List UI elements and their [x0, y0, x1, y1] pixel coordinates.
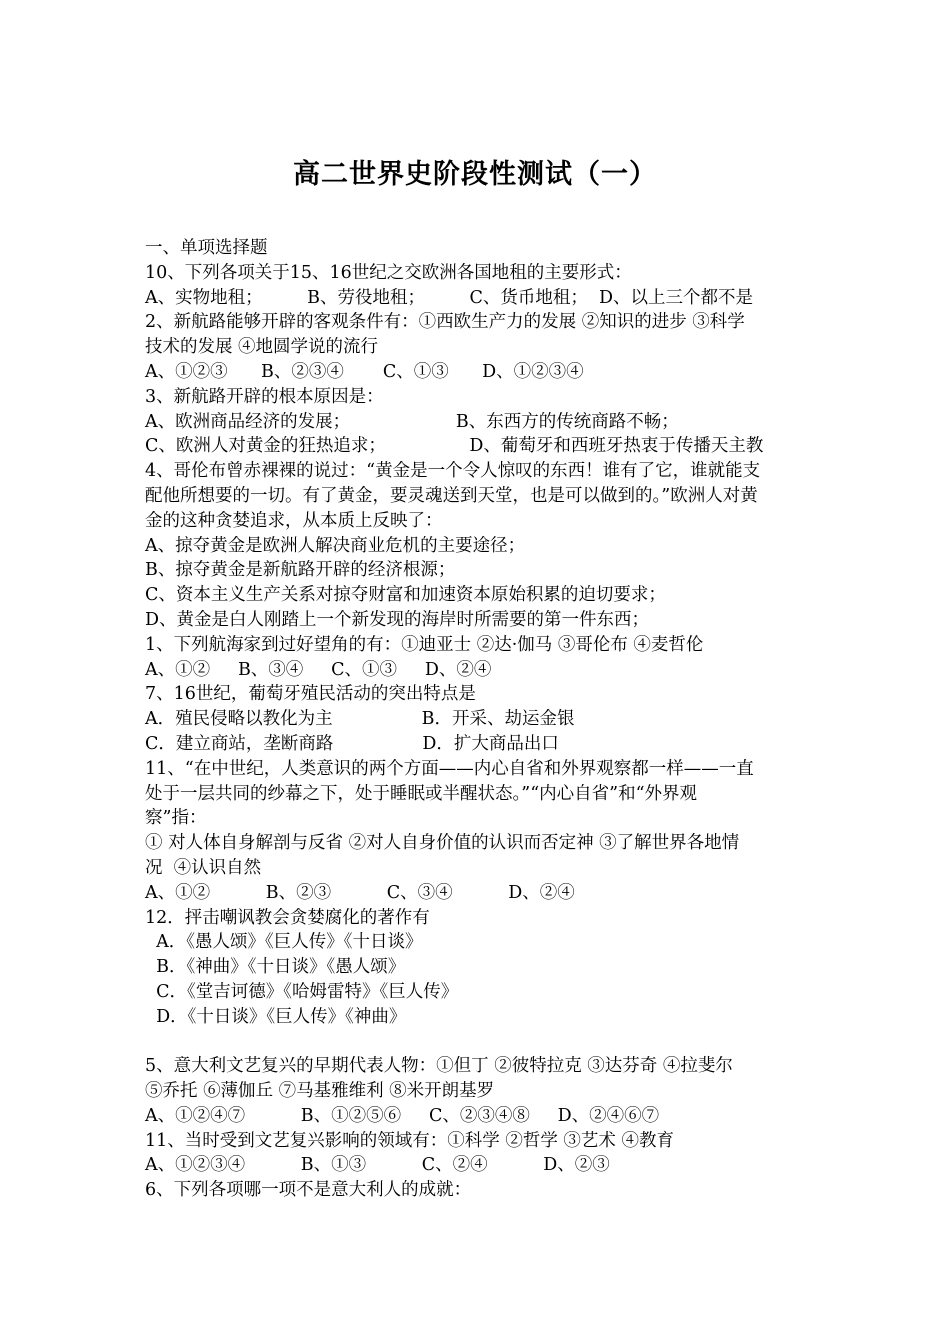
text-line: C、欧洲人对黄金的狂热追求； D、葡萄牙和西班牙热衷于传播天主教: [145, 436, 764, 457]
text-line: 察”指：: [145, 808, 207, 829]
text-line: 2、新航路能够开辟的客观条件有：①西欧生产力的发展 ②知识的进步 ③科学: [145, 312, 745, 333]
text-line: 一、单项选择题: [145, 238, 268, 258]
text-line: C．建立商站，垄断商路 D．扩大商品出口: [145, 733, 559, 754]
text-line: A、①②③ B、②③④ C、①③ D、①②③④: [145, 361, 584, 382]
text-line: 处于一层共同的纱幕之下，处于睡眠或半醒状态。”“内心自省”和“外界观: [145, 783, 698, 804]
text-line: A、①②③④ B、①③ C、②④ D、②③: [145, 1155, 610, 1176]
text-line: 7、16世纪，葡萄牙殖民活动的突出特点是: [145, 684, 476, 705]
text-line: 12．抨击嘲讽教会贪婪腐化的著作有: [145, 907, 430, 928]
text-line: B．《神曲》《十日谈》《愚人颂》: [145, 957, 406, 978]
text-line: A、掠夺黄金是欧洲人解决商业危机的主要途径；: [145, 535, 526, 556]
text-line: A、欧洲商品经济的发展； B、东西方的传统商路不畅；: [145, 411, 679, 432]
text-line: D、黄金是白人刚踏上一个新发现的海岸时所需要的第一件东西；: [145, 609, 650, 630]
text-line: 3、新航路开辟的根本原因是：: [145, 386, 384, 407]
text-line: A、①②④⑦ B、①②⑤⑥ C、②③④⑧ D、②④⑥⑦: [145, 1105, 660, 1126]
text-line: 金的这种贪婪追求，从本质上反映了：: [145, 510, 443, 531]
text-line: A、实物地租； B、劳役地租； C、货币地租； D、以上三个都不是: [145, 287, 754, 308]
text-line: B、掠夺黄金是新航路开辟的经济根源；: [145, 560, 456, 581]
text-line: 况 ④认识自然: [145, 857, 262, 878]
text-line: ① 对人体自身解剖与反省 ②对人自身价值的认识而否定神 ③了解世界各地情: [145, 833, 740, 854]
text-line: 10、下列各项关于15、16世纪之交欧洲各国地租的主要形式：: [145, 262, 632, 283]
text-line: 11、“在中世纪，人类意识的两个方面——内心自省和外界观察都一样——一直: [145, 758, 754, 779]
blank-line: [145, 1030, 815, 1055]
text-line: A．《愚人颂》《巨人传》《十日谈》: [145, 932, 423, 953]
text-line: C．《堂吉诃德》《哈姆雷特》《巨人传》: [145, 981, 459, 1002]
text-line: A、①② B、②③ C、③④ D、②④: [145, 882, 575, 903]
text-line: C、资本主义生产关系对掠夺财富和加速资本原始积累的迫切要求；: [145, 585, 666, 606]
text-line: D．《十日谈》《巨人传》《神曲》: [145, 1006, 407, 1027]
page-title: 高二世界史阶段性测试（一）: [293, 159, 657, 190]
text-line: A、①② B、③④ C、①③ D、②④: [145, 659, 492, 680]
text-line: 5、意大利文艺复兴的早期代表人物：①但丁 ②彼特拉克 ③达芬奇 ④拉斐尔: [145, 1056, 733, 1077]
text-line: ⑤乔托 ⑥薄伽丘 ⑦马基雅维利 ⑧米开朗基罗: [145, 1081, 495, 1102]
question-body: [145, 236, 815, 1203]
text-line: 6、下列各项哪一项不是意大利人的成就：: [145, 1180, 472, 1201]
text-line: A．殖民侵略以教化为主 B．开采、劫运金银: [145, 709, 575, 730]
text-line: 1、下列航海家到过好望角的有：①迪亚士 ②达·伽马 ③哥伦布 ④麦哲伦: [145, 634, 704, 655]
text-line: 配他所想要的一切。有了黄金，要灵魂送到天堂，也是可以做到的。”欧洲人对黄: [145, 485, 758, 506]
text-line: 11、当时受到文艺复兴影响的领域有：①科学 ②哲学 ③艺术 ④教育: [145, 1130, 674, 1151]
text-line: 技术的发展 ④地圆学说的流行: [145, 337, 379, 358]
text-line: 4、哥伦布曾赤裸裸的说过：“黄金是一个令人惊叹的东西！谁有了它，谁就能支: [145, 461, 761, 482]
